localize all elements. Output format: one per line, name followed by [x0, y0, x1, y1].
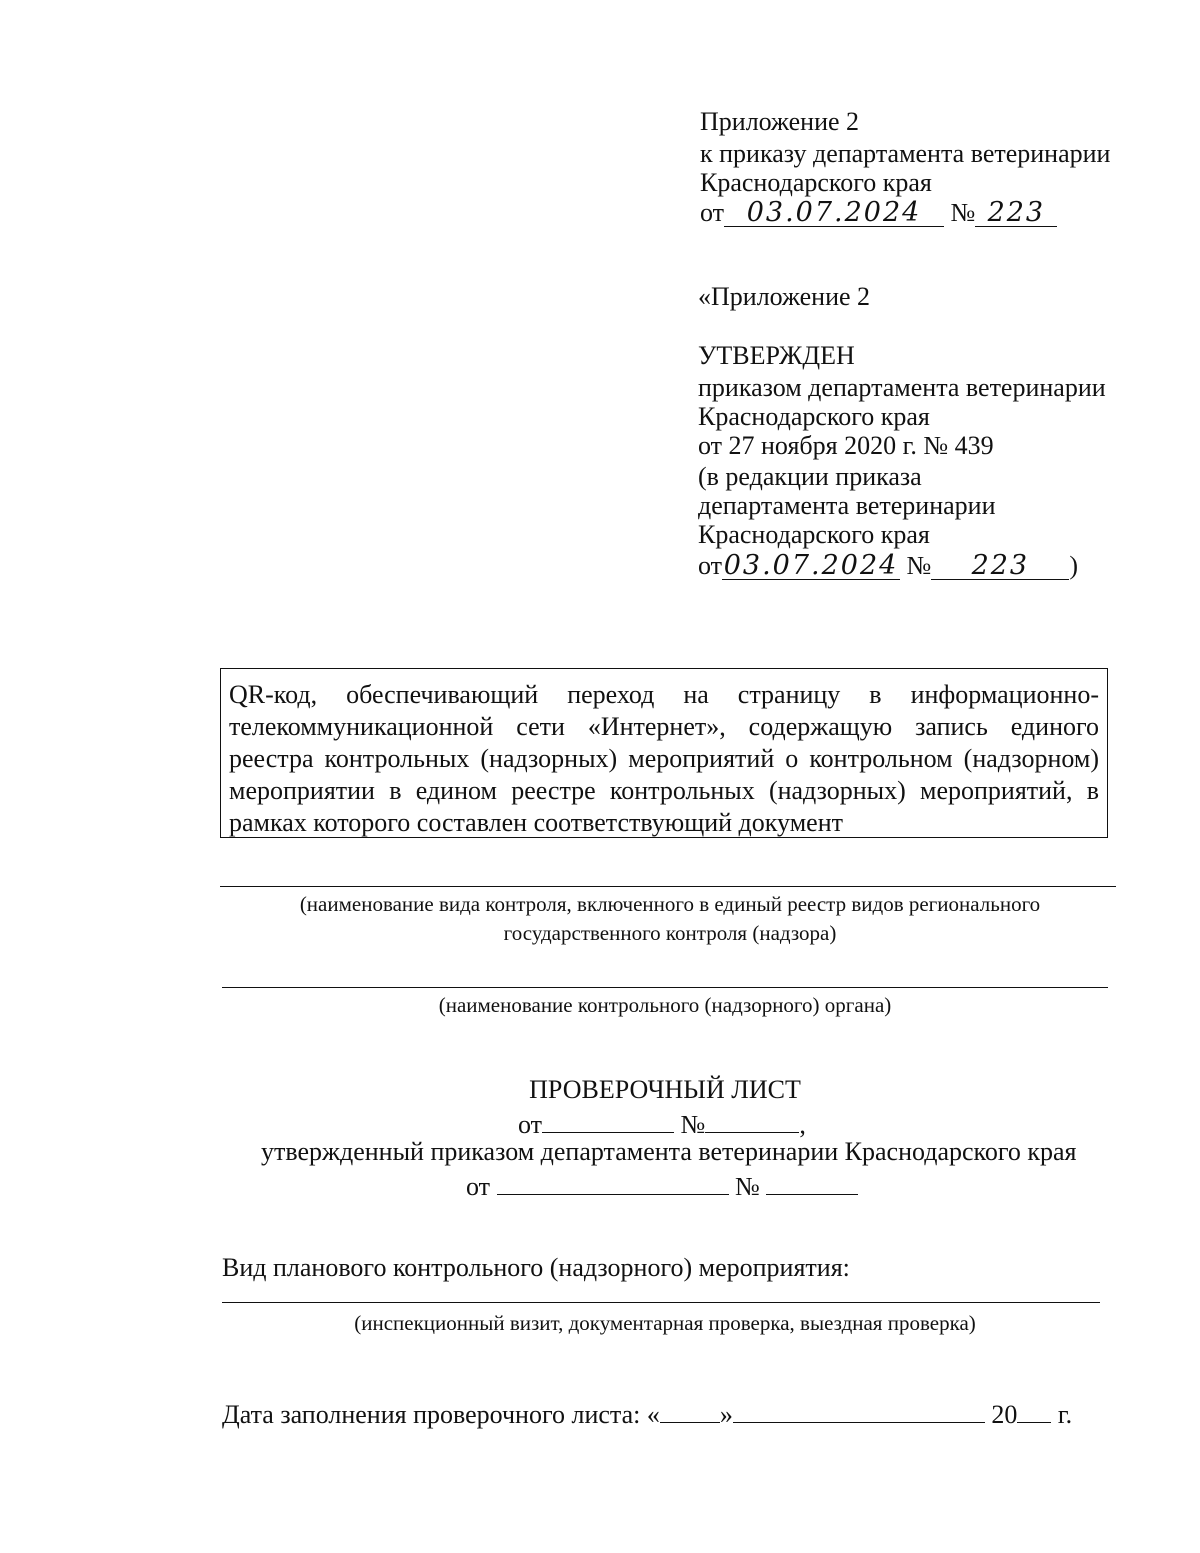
handwritten-number: 223: [931, 553, 1069, 580]
handwritten-date: 03.07.2024: [724, 200, 944, 227]
event-kind-label: Вид планового контрольного (надзорного) мероприятия:: [222, 1253, 850, 1282]
control-type-line: [220, 886, 1116, 887]
handwritten-date: 03.07.2024: [723, 550, 899, 581]
year-prefix: 20: [991, 1400, 1018, 1429]
attachment-date-row: [700, 197, 1057, 229]
attachment-line3: Краснодарского края: [700, 168, 932, 197]
checklist-date-blank: [542, 1106, 674, 1133]
qr-code-notice-box: [220, 668, 1108, 838]
number-prefix: №: [950, 198, 976, 227]
from-prefix: от: [466, 1172, 491, 1201]
approved-line5: департамента ветеринарии: [698, 491, 996, 520]
approved-line2: Краснодарского края: [698, 402, 930, 431]
date-prefix: от: [698, 551, 723, 580]
close-quote: »: [719, 1400, 733, 1429]
closing-parenthesis: ): [1069, 551, 1079, 580]
approved-line3: от 27 ноября 2020 г. № 439: [698, 431, 994, 460]
handwritten-number: 223: [975, 200, 1057, 227]
month-blank: [733, 1396, 985, 1423]
number-prefix: №: [680, 1110, 706, 1139]
approved-date-row: [698, 550, 1078, 582]
year-suffix: г.: [1057, 1400, 1073, 1429]
approved-line4: (в редакции приказа: [698, 462, 922, 491]
date-prefix: от: [700, 198, 725, 227]
control-type-caption: (наименование вида контроля, включенного в единый реестр видов регионального государственного контроля (надзора): [299, 892, 1041, 945]
comma: ,: [799, 1110, 806, 1139]
from-prefix: от: [518, 1110, 543, 1139]
order-date-blank: [497, 1168, 729, 1195]
event-kind-line: [222, 1302, 1100, 1303]
fill-date-row: [222, 1396, 1072, 1431]
authority-caption: (наименование контрольного (надзорного) органа): [438, 993, 892, 1017]
checklist-number-blank: [705, 1106, 799, 1133]
approved-line6: Краснодарского края: [698, 520, 930, 549]
day-blank: [660, 1396, 720, 1423]
number-prefix: №: [906, 551, 932, 580]
authority-line: [222, 987, 1108, 988]
order-number-blank: [766, 1168, 858, 1195]
approved-quote-title: «Приложение 2: [698, 282, 871, 311]
year-blank: [1017, 1396, 1051, 1423]
fill-date-label: Дата заполнения проверочного листа: «: [222, 1400, 660, 1429]
number-prefix: №: [735, 1172, 760, 1201]
approved-heading: УТВЕРЖДЕН: [698, 341, 855, 370]
checklist-order-row: [466, 1168, 858, 1203]
attachment-line2: к приказу департамента ветеринарии: [700, 139, 1111, 168]
qr-code-notice-text: QR-код, обеспечивающий переход на страницу в информационно-телекоммуникационной сети «Интернет», содержащую запись единого реестра контрольных (надзорных) мероприятий о контрольном (надзорном) мероприятии в едином реестре контрольных (надзорных) мероприятий, в рамках которого составлен соответствующий документ: [229, 680, 1099, 837]
event-kind-caption: (инспекционный визит, документарная проверка, выездная проверка): [354, 1311, 976, 1335]
attachment-title: Приложение 2: [700, 107, 860, 136]
checklist-approved-line: утвержденный приказом департамента ветеринарии Краснодарского края: [261, 1137, 1077, 1166]
checklist-title: ПРОВЕРОЧНЫЙ ЛИСТ: [529, 1075, 801, 1104]
approved-line1: приказом департамента ветеринарии: [698, 373, 1106, 402]
